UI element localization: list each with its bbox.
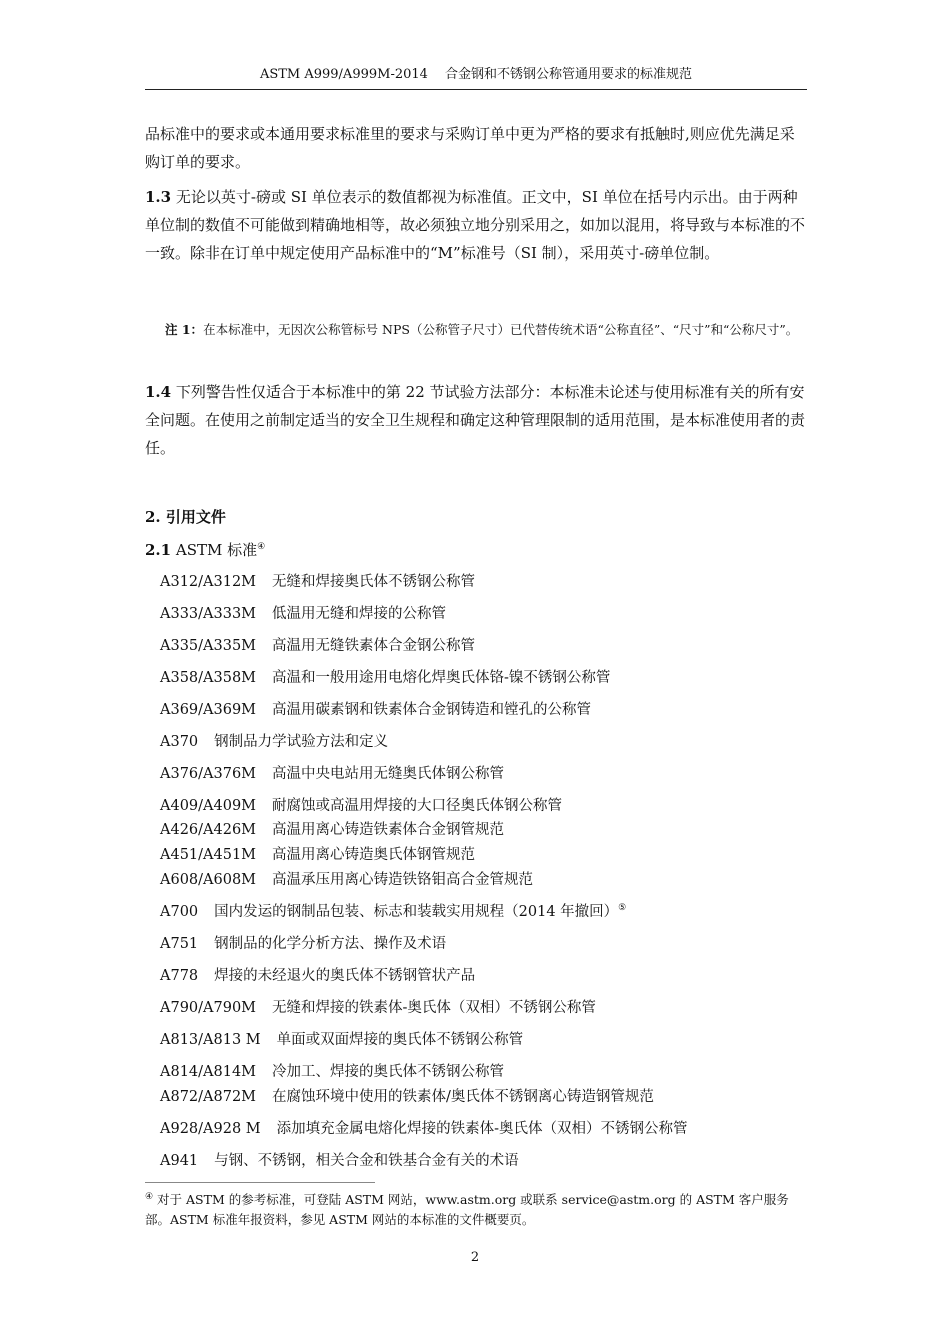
reference-code: A409/A409M: [160, 798, 257, 814]
reference-title: 低温用无缝和焊接的公称管: [272, 606, 447, 622]
footnote-marker: ④: [145, 1191, 154, 1202]
reference-code: A790/A790M: [160, 1000, 257, 1016]
footnote-ref[interactable]: ⑤: [618, 903, 627, 914]
reference-code: A312/A312M: [160, 574, 257, 590]
reference-code: A358/A358M: [160, 670, 257, 686]
reference-code: A751: [160, 936, 199, 952]
reference-title: 单面或双面焊接的奥氏体不锈钢公称管: [276, 1032, 524, 1048]
reference-code: A370: [160, 734, 199, 750]
subsection-number: 2.1: [145, 541, 172, 559]
footnote: [145, 1190, 807, 1230]
reference-item: [160, 900, 810, 921]
reference-title: 高温和一般用途用电熔化焊奥氏体铬-镍不锈钢公称管: [272, 670, 611, 686]
footnote-divider: [145, 1182, 375, 1183]
section-heading: 2. 引用文件: [145, 508, 226, 526]
reference-item: [160, 868, 810, 889]
reference-item: [160, 964, 810, 985]
reference-code: A813/A813 M: [160, 1032, 261, 1048]
reference-title: 高温用离心铸造铁素体合金钢管规范: [272, 822, 505, 838]
reference-title: 无缝和焊接奥氏体不锈钢公称管: [272, 574, 476, 590]
reference-item: [160, 1028, 810, 1049]
reference-title: 钢制品的化学分析方法、操作及术语: [214, 936, 447, 952]
reference-item: [160, 602, 810, 623]
paragraph-continuation: 品标准中的要求或本通用要求标准里的要求与采购订单中更为严格的要求有抵触时,则应优先满足采购订单的要求。: [145, 125, 795, 171]
reference-code: A941: [160, 1153, 199, 1169]
reference-code: A814/A814M: [160, 1064, 257, 1080]
subsection-heading: [145, 539, 265, 560]
clause-number: 1.3: [145, 188, 172, 206]
header-divider: [145, 89, 807, 90]
reference-title: 无缝和焊接的铁素体-奥氏体（双相）不锈钢公称管: [272, 1000, 596, 1016]
paragraph-1-3: [145, 183, 807, 267]
reference-item: [160, 818, 810, 839]
reference-item: [160, 634, 810, 655]
reference-item: [160, 762, 810, 783]
reference-title: 添加填充金属电熔化焊接的铁素体-奥氏体（双相）不锈钢公称管: [276, 1121, 688, 1137]
reference-title: 耐腐蚀或高温用焊接的大口径奥氏体钢公称管: [272, 798, 563, 814]
footnote-text: 对于 ASTM 的参考标准，可登陆 ASTM 网站，www.astm.org 或联系 service@astm.org 的 ASTM 客户服务部。ASTM 标准年报资料，参见 ASTM 网站的本标准的文件概要页。: [145, 1192, 789, 1227]
reference-item: [160, 570, 810, 591]
note-1: [145, 316, 807, 343]
reference-title: 高温中央电站用无缝奥氏体钢公称管: [272, 766, 505, 782]
footnote-ref[interactable]: ④: [257, 542, 266, 552]
reference-title: 国内发运的钢制品包装、标志和装载实用规程（2014 年撤回）: [214, 904, 619, 920]
reference-item: [160, 1060, 810, 1081]
paragraph-1-4: [145, 378, 807, 462]
reference-title: 在腐蚀环境中使用的铁素体/奥氏体不锈钢离心铸造钢管规范: [272, 1089, 654, 1105]
reference-item: [160, 843, 810, 864]
note-text: 在本标准中，无因次公称管标号 NPS（公称管子尺寸）已代替传统术语“公称直径”、“尺寸”和“公称尺寸”。: [203, 322, 799, 337]
reference-item: [160, 1117, 810, 1138]
reference-code: A426/A426M: [160, 822, 257, 838]
reference-code: A872/A872M: [160, 1089, 257, 1105]
reference-code: A376/A376M: [160, 766, 257, 782]
reference-item: [160, 996, 810, 1017]
reference-item: [160, 794, 810, 815]
reference-code: A451/A451M: [160, 847, 257, 863]
reference-code: A335/A335M: [160, 638, 257, 654]
reference-title: 焊接的未经退火的奥氏体不锈钢管状产品: [214, 968, 476, 984]
note-label: 注 1：: [165, 322, 204, 337]
reference-item: [160, 1085, 810, 1106]
reference-title: 冷加工、焊接的奥氏体不锈钢公称管: [272, 1064, 505, 1080]
reference-title: 高温用离心铸造奥氏体钢管规范: [272, 847, 476, 863]
reference-code: A608/A608M: [160, 872, 257, 888]
page-number: 2: [470, 1250, 480, 1265]
reference-item: [160, 666, 810, 687]
reference-code: A369/A369M: [160, 702, 257, 718]
reference-title: 高温用无缝铁素体合金钢公称管: [272, 638, 476, 654]
reference-item: [160, 698, 810, 719]
reference-title: 与钢、不锈钢，相关合金和铁基合金有关的术语: [214, 1153, 519, 1169]
reference-code: A928/A928 M: [160, 1121, 261, 1137]
reference-title: 高温用碳素钢和铁素体合金钢铸造和镗孔的公称管: [272, 702, 592, 718]
clause-number: 1.4: [145, 383, 172, 401]
running-header: ASTM A999/A999M-2014 合金钢和不锈钢公称管通用要求的标准规范: [259, 67, 693, 82]
reference-code: A700: [160, 904, 199, 920]
reference-item: [160, 730, 810, 751]
clause-text: 无论以英寸-磅或 SI 单位表示的数值都视为标准值。正文中，SI 单位在括号内示出。由于两种单位制的数值不可能做到精确地相等，故必须独立地分别采用之，如加以混用，将导致与本标准的不一致。除非在订单中规定使用产品标准中的“M”标准号（SI 制），采用英寸-磅单位制。: [145, 188, 806, 262]
reference-code: A778: [160, 968, 199, 984]
clause-text: 下列警告性仅适合于本标准中的第 22 节试验方法部分：本标准未论述与使用标准有关的所有安全问题。在使用之前制定适当的安全卫生规程和确定这种管理限制的适用范围，是本标准使用者的责任。: [145, 383, 806, 457]
reference-title: 高温承压用离心铸造铁铬钼高合金管规范: [272, 872, 534, 888]
reference-title: 钢制品力学试验方法和定义: [214, 734, 389, 750]
reference-item: [160, 1149, 810, 1170]
reference-item: [160, 932, 810, 953]
reference-code: A333/A333M: [160, 606, 257, 622]
subsection-label: ASTM 标准: [171, 541, 258, 559]
